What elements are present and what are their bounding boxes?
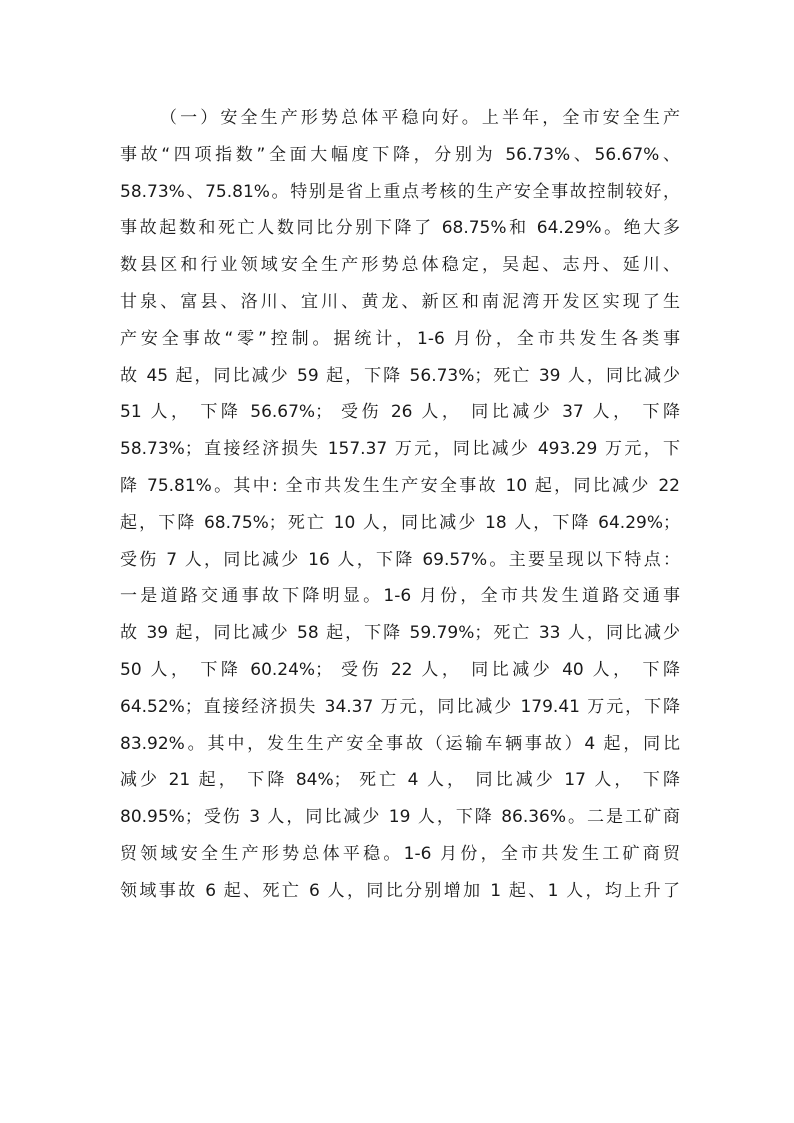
paragraph-line: 甘泉、富县、洛川、宜川、黄龙、新区和南泥湾开发区实现了生 [120, 291, 680, 312]
paragraph-line: 事故起数和死亡人数同比分别下降了 68.75%和 64.29%。绝大多 [120, 218, 680, 239]
paragraph-line: 降 75.81%。其中: 全市共发生生产安全事故 10 起，同比减少 22 [120, 475, 680, 496]
paragraph-line: 事故“四项指数”全面大幅度下降，分别为 56.73%、56.67%、 [120, 144, 680, 165]
paragraph-line: 故 39 起，同比减少 58 起，下降 59.79%；死亡 33 人，同比减少 [120, 623, 680, 644]
body-paragraph [120, 100, 680, 910]
paragraph-line: 产安全事故“零”控制。据统计，1-6 月份，全市共发生各类事 [120, 328, 680, 349]
paragraph-line: 贸领域安全生产形势总体平稳。1-6 月份，全市共发生工矿商贸 [120, 843, 680, 864]
paragraph-line: 故 45 起，同比减少 59 起，下降 56.73%；死亡 39 人，同比减少 [120, 365, 680, 386]
paragraph-line: 58.73%、75.81%。特别是省上重点考核的生产安全事故控制较好， [120, 181, 680, 202]
paragraph-line: 83.92%。其中，发生生产安全事故（运输车辆事故）4 起，同比 [120, 733, 680, 754]
paragraph-line: 领域事故 6 起、死亡 6 人，同比分别增加 1 起、1 人，均上升了 [120, 880, 680, 901]
paragraph-line: 51 人， 下降 56.67%； 受伤 26 人， 同比减少 37 人， 下降 [120, 402, 680, 423]
paragraph-line: 减少 21 起， 下降 84%； 死亡 4 人， 同比减少 17 人， 下降 [120, 770, 680, 791]
paragraph-line: 80.95%；受伤 3 人，同比减少 19 人，下降 86.36%。二是工矿商 [120, 807, 680, 828]
paragraph-line: （一）安全生产形势总体平稳向好。上半年，全市安全生产 [160, 108, 680, 128]
paragraph-line: 58.73%；直接经济损失 157.37 万元，同比减少 493.29 万元，下 [120, 439, 680, 460]
paragraph-line: 受伤 7 人，同比减少 16 人，下降 69.57%。主要呈现以下特点： [120, 549, 680, 570]
paragraph-line: 50 人， 下降 60.24%； 受伤 22 人， 同比减少 40 人， 下降 [120, 659, 680, 680]
paragraph-line: 起，下降 68.75%；死亡 10 人，同比减少 18 人，下降 64.29%； [120, 512, 680, 533]
paragraph-line: 数县区和行业领域安全生产形势总体稳定，吴起、志丹、延川、 [120, 255, 680, 276]
paragraph-line: 64.52%；直接经济损失 34.37 万元，同比减少 179.41 万元，下降 [120, 696, 680, 717]
paragraph-line: 一是道路交通事故下降明显。1-6 月份，全市共发生道路交通事 [120, 586, 680, 607]
